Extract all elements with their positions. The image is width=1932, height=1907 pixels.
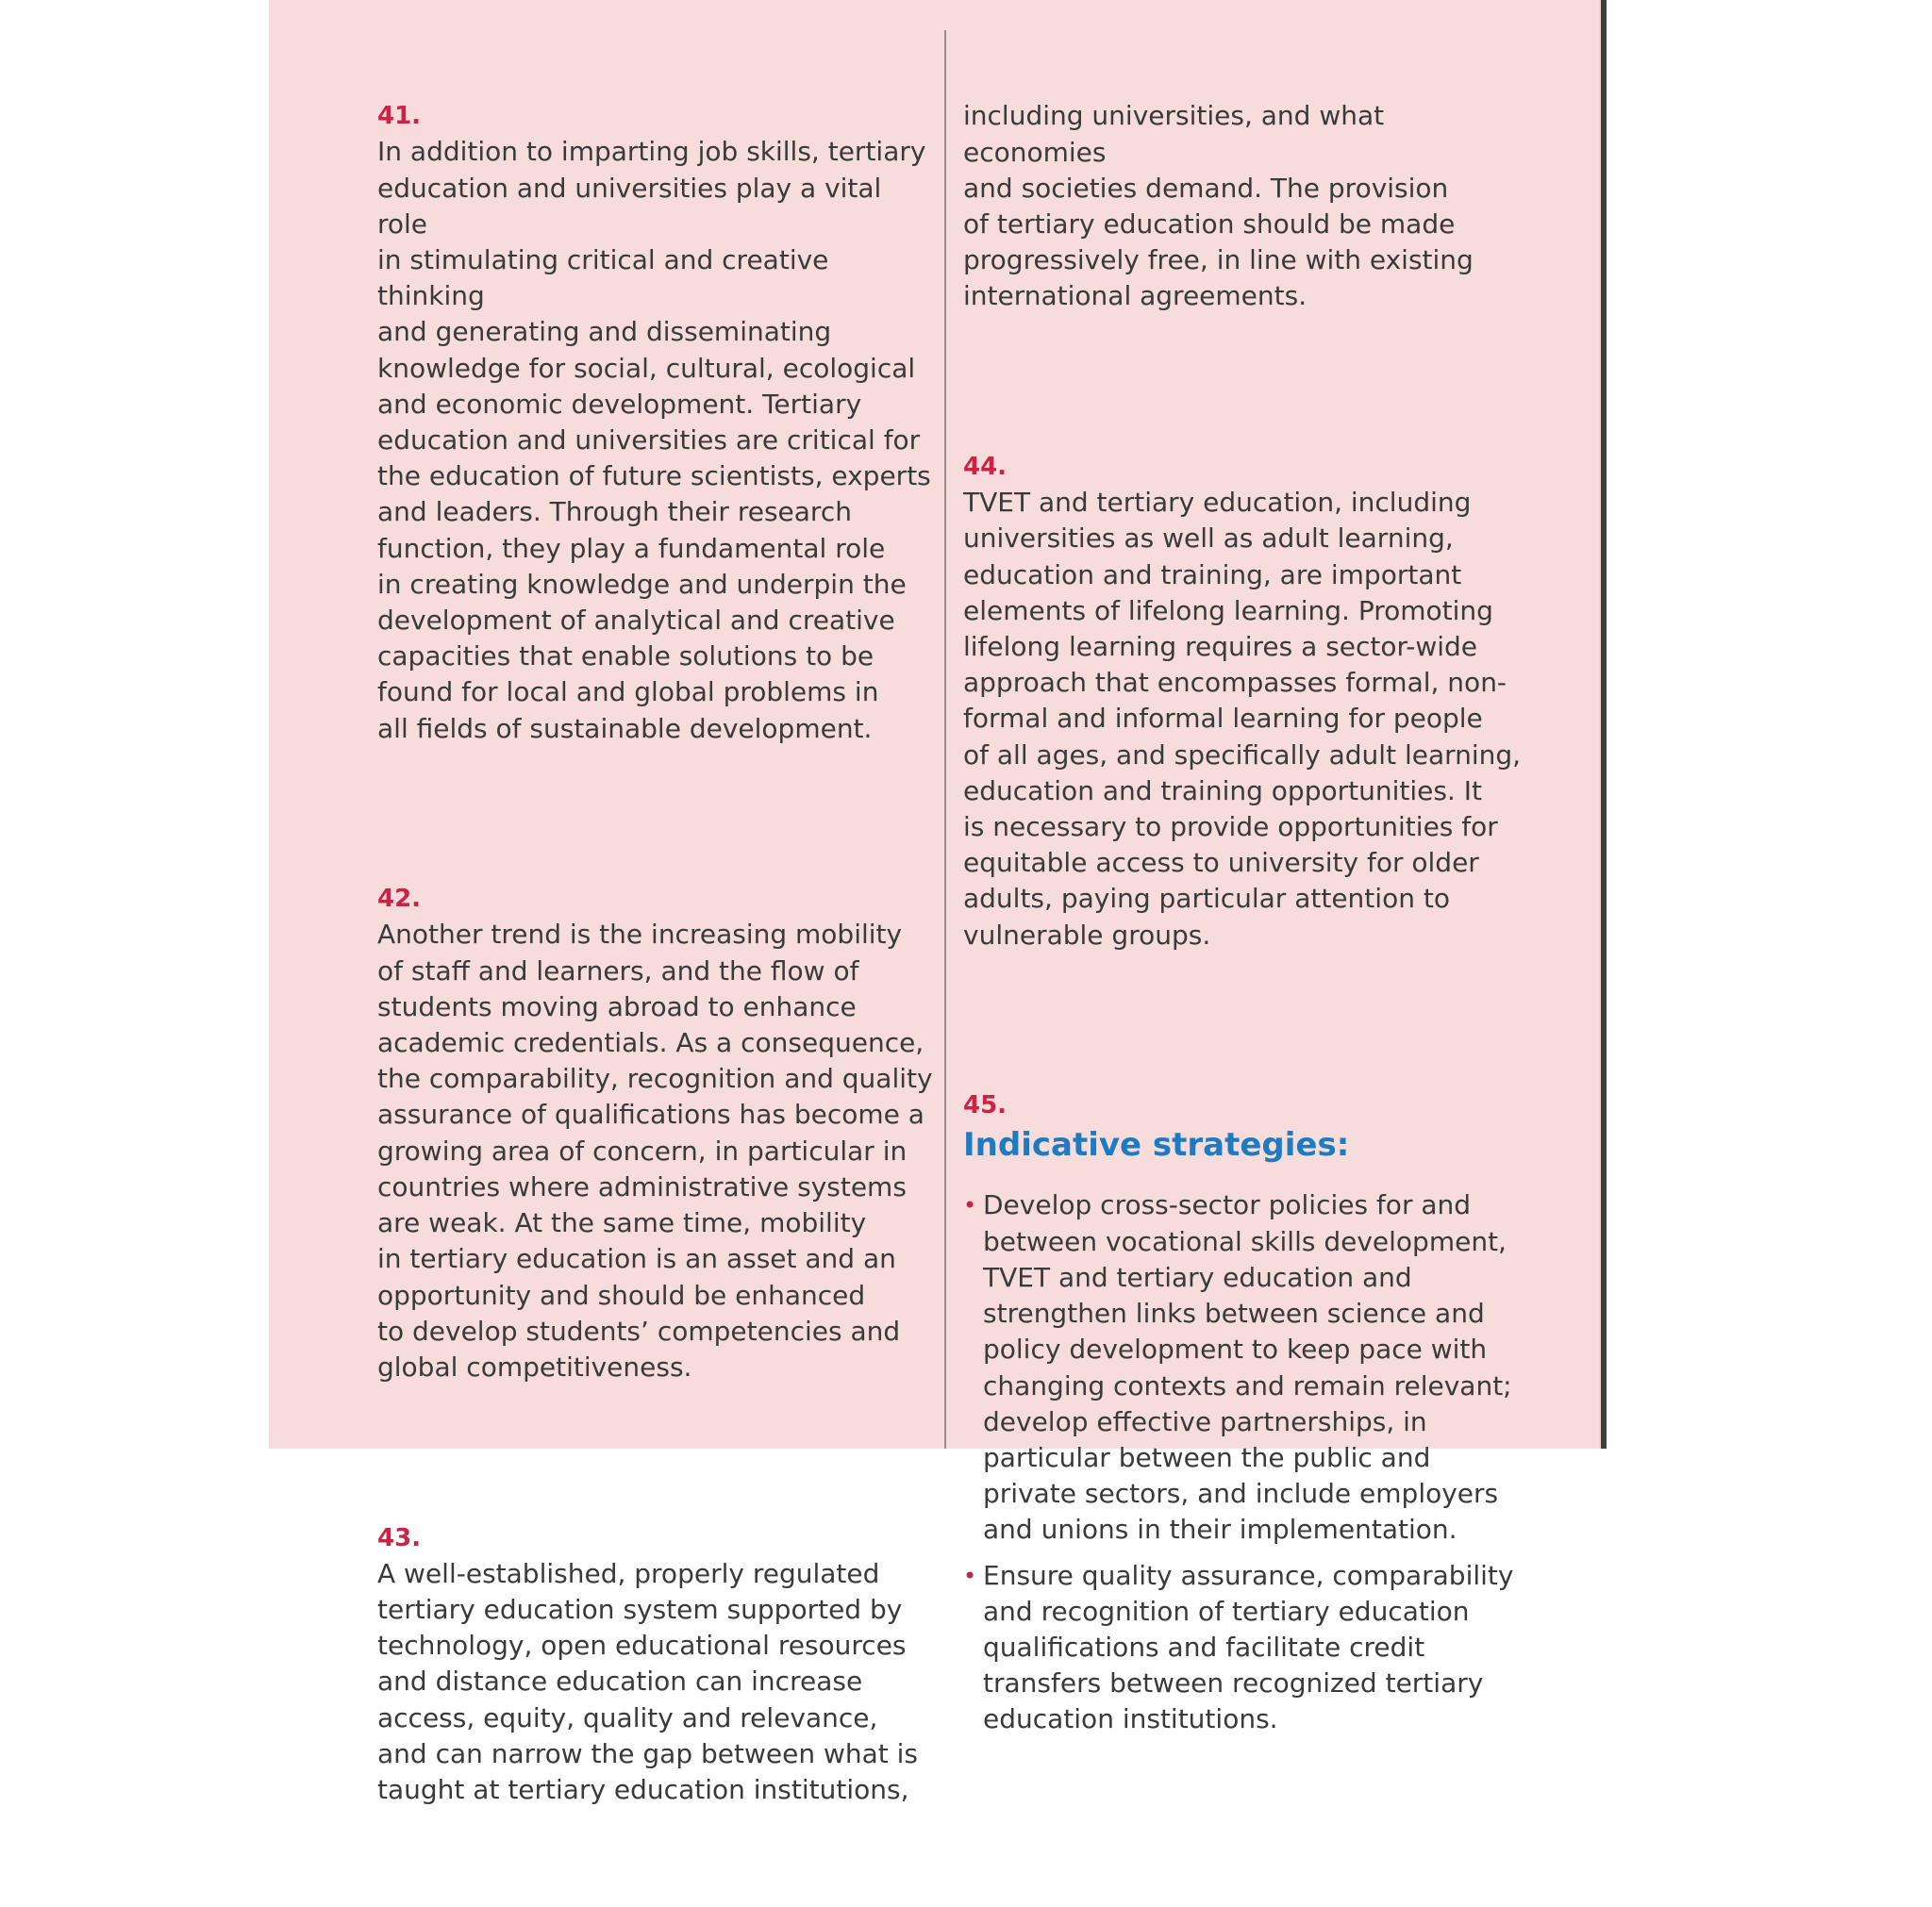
paragraph-number: 41. — [377, 102, 422, 131]
bullet-icon: • — [963, 1192, 977, 1219]
paragraph-text: In addition to imparting job skills, tertiary education and universities play a vital role in stimulating critical and creative thinking and generating and disseminating knowledge for social, cultural, ecological and economic development. Tertiary education and universities are critical for the education of future scientists, experts and leaders. Through their research function, they play a fundamental role in creating knowledge and underpin the development of analytical and creative capacities that enable solutions to be found for local and global problems in all fields of sustainable development. — [377, 136, 931, 744]
paragraph-text: including universities, and what economies and societies demand. The provision of tertiary education should be made progressively free, in line with existing international agreements. — [963, 100, 1474, 312]
paragraph-44 — [963, 413, 1529, 989]
paragraph-number: 45. — [963, 1091, 1008, 1120]
column-divider — [944, 30, 946, 1449]
list-item-text: Develop cross-sector policies for and between vocational skills development, TVET and tertiary education and strengthen links between science and policy development to keep pace with changing contexts and remain relevant; develop effective partnerships, in particular between the public and private sectors, and include employers and unions in their implementation. — [983, 1189, 1512, 1546]
right-column — [963, 26, 1529, 1846]
paragraph-number: 42. — [377, 885, 422, 914]
strategy-list — [963, 1187, 1529, 1737]
page-edge-scrollbar[interactable] — [1601, 0, 1607, 1449]
paragraph-number: 44. — [963, 453, 1008, 482]
list-item-text: Ensure quality assurance, comparability and recognition of tertiary education qualifications and facilitate credit transfers between recognized tertiary education institutions. — [983, 1559, 1514, 1735]
bullet-icon: • — [963, 1562, 977, 1589]
left-column — [377, 26, 934, 1907]
paragraph-42 — [377, 845, 934, 1421]
list-item — [963, 1558, 1529, 1738]
paragraph-43-continuation — [963, 62, 1529, 351]
paragraph-text: Another trend is the increasing mobility of staff and learners, and the flow of students moving abroad to enhance academic credentials. As a consequence, the comparability, recognition and quality assurance of qualifications has become a growing area of concern, in particular in countries where administrative systems are weak. At the same time, mobility in tertiary education is an asset and an opportunity and should be enhanced to develop students’ competencies and global competitiveness. — [377, 919, 933, 1383]
list-item — [963, 1187, 1529, 1548]
paragraph-43 — [377, 1484, 934, 1845]
paragraph-text: A well-established, properly regulated tertiary education system supported by technology, open educational resources and distance education can increase access, equity, quality and relevance, and can narrow the gap between what is taught at tertiary education institutions, — [377, 1557, 919, 1805]
paragraph-45 — [963, 1052, 1529, 1783]
paragraph-text: TVET and tertiary education, including universities as well as adult learning, education and training, are important elements of lifelong learning. Promoting lifelong learning requires a sector-wide approach that encompasses formal, non- formal and informal learning for people of all ages, and specifically adult learning, education and training opportunities. It is necessary to provide opportunities for equitable access to university for older adults, paying particular attention to vulnerable groups. — [963, 487, 1522, 951]
section-heading: Indicative strategies: — [963, 1126, 1350, 1165]
paragraph-number: 43. — [377, 1523, 422, 1552]
paragraph-41 — [377, 62, 934, 783]
